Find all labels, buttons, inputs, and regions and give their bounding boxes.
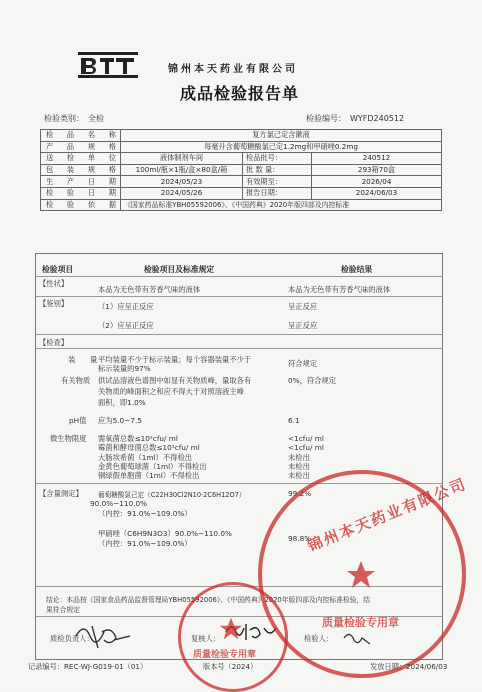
issue-date: 发放日期：2024/06/03 <box>370 662 448 671</box>
table-row <box>41 176 442 188</box>
assay-1-result: 99.2% <box>288 489 312 498</box>
fill-volume-item: 装 量 <box>68 355 98 364</box>
table-row <box>41 130 442 142</box>
info-label: 检品名称 <box>41 130 121 142</box>
ph-item: pH值 <box>69 416 87 425</box>
report-number-value: WYFD240512 <box>350 114 405 123</box>
assay-2-internal: （内控：91.0%~109.0%） <box>98 539 192 548</box>
qc-seal-text: 质量检验专用章 <box>193 650 257 660</box>
star-icon <box>219 617 243 641</box>
identification-1-result: 呈正反应 <box>288 302 318 311</box>
report-number <box>306 113 404 124</box>
character-result: 本品为无色带有芳香气味的液体 <box>288 285 391 294</box>
info-label: 批 数 量： <box>243 164 312 176</box>
microbial-standard-2: 霉菌和酵母菌总数≤10¹cfu/ ml <box>98 443 200 452</box>
microbial-result-5: 未检出 <box>288 471 310 480</box>
inspection-category <box>44 113 104 124</box>
assay-2-standard: 甲硝唑（C6H9N3O3）90.0%~110.0% <box>98 529 232 538</box>
info-value: 液体制剂车间 <box>121 153 243 165</box>
info-value: 每毫升含葡萄糖酸氯己定1.2mg和甲硝唑0.2mg <box>121 141 442 153</box>
record-number: 记录编号：REC-WJ-G019-01（01） <box>28 662 148 671</box>
results-header-item: 检验项目 <box>42 265 74 274</box>
version-number: 版本号（2024） <box>203 662 258 671</box>
qc-seal-stamp <box>178 582 288 692</box>
seal-qc-text: 质量检验专用章 <box>322 616 399 629</box>
info-label: 产品规格 <box>41 141 121 153</box>
info-value: 293箱70盒 <box>312 164 442 176</box>
info-value: 《国家药品标准YBH05592006》、《中国药典》2020年版四部及内控标准 <box>121 199 442 211</box>
related-substances-standard-2: 关物质的峰面积之和应不得大于对照溶液主峰 <box>98 387 244 396</box>
info-label: 检品批号： <box>243 153 312 165</box>
microbial-standard-1: 需氧菌总数≤10²cfu/ ml <box>98 434 178 443</box>
results-header-standard: 检验项目及标准规定 <box>144 265 215 274</box>
microbial-result-3: 未检出 <box>288 453 310 462</box>
table-row <box>41 141 442 153</box>
section-label-assay: 【含量测定】 <box>39 489 83 498</box>
character-standard: 本品为无色带有芳香气味的液体 <box>98 285 201 294</box>
company-logo <box>78 52 138 78</box>
related-substances-standard-3: 面积，即1.0% <box>98 398 146 407</box>
table-row <box>41 153 442 165</box>
info-value: 2024/06/03 <box>312 187 442 199</box>
microbial-result-4: 未检出 <box>288 462 310 471</box>
microbial-limit-item: 微生物限度 <box>50 434 87 443</box>
report-number-label: 检验编号： <box>306 114 346 123</box>
assay-2-result: 98.8% <box>288 534 312 543</box>
microbial-result-2: <1cfu/ ml <box>288 443 324 452</box>
seal-company-name: 锦州本天药业有限公司 <box>305 474 470 556</box>
product-info-table <box>40 129 442 211</box>
divider <box>36 276 442 277</box>
table-row <box>41 199 442 211</box>
info-value: 100ml/瓶×1瓶/盒×80盒/箱 <box>121 164 243 176</box>
ph-result: 6.1 <box>288 416 300 425</box>
related-substances-standard-1: 供试品溶液色谱图中如显有关物质峰，量取各有 <box>98 376 252 385</box>
fill-volume-result: 符合规定 <box>288 359 318 368</box>
inspection-category-value: 全检 <box>88 114 104 123</box>
inspector-label: 检验人： <box>304 634 334 643</box>
info-label: 有效期至： <box>243 176 312 188</box>
info-value: 复方氯己定含漱液 <box>121 130 442 142</box>
table-row <box>41 187 442 199</box>
info-value: 2026/04 <box>312 176 442 188</box>
info-label: 包装规格 <box>41 164 121 176</box>
divider <box>36 334 442 335</box>
info-label: 检验日期 <box>41 187 121 199</box>
assay-1-range: 90.0%~110.0% <box>90 499 148 508</box>
reviewer-label: 复核人： <box>191 634 221 643</box>
related-substances-item: 有关物质 <box>61 376 91 385</box>
star-icon <box>346 560 376 590</box>
info-label: 送检单位 <box>41 153 121 165</box>
microbial-standard-3: 大肠埃希菌（1ml）不得检出 <box>98 453 193 462</box>
identification-2-standard: （2）应呈正反应 <box>98 321 154 330</box>
conclusion-line-2: 果符合规定 <box>46 606 80 614</box>
ph-standard: 应为5.0~7.5 <box>98 416 142 425</box>
table-row <box>41 164 442 176</box>
identification-2-result: 呈正反应 <box>288 321 318 330</box>
fill-volume-standard-1: 平均装量不少于标示装量；每个容器装量不少于 <box>98 355 252 364</box>
section-label-character: 【性状】 <box>39 279 69 288</box>
microbial-standard-5: 铜绿假单胞菌（1ml）不得检出 <box>98 471 200 480</box>
identification-1-standard: （1）应呈正反应 <box>98 302 154 311</box>
section-label-identification: 【鉴别】 <box>39 299 69 308</box>
related-substances-result: 0%，符合规定 <box>288 376 337 385</box>
info-value: 2024/05/23 <box>121 176 243 188</box>
info-label: 检验依据 <box>41 199 121 211</box>
divider <box>36 296 442 297</box>
info-value: 240512 <box>312 153 442 165</box>
assay-1-standard: 葡萄糖酸氯己定（C22H30Cl2N10·2C6H12O7） <box>98 491 246 499</box>
section-label-check: 【检查】 <box>39 338 69 347</box>
qa-head-label: 质检负责人： <box>50 634 94 643</box>
qa-head-signature <box>72 618 142 652</box>
info-label: 生产日期 <box>41 176 121 188</box>
document-title: 成品检验报告单 <box>180 84 300 103</box>
microbial-standard-4: 金黄色葡萄球菌（1ml）不得检出 <box>98 462 207 471</box>
info-value: 2024/05/26 <box>121 187 243 199</box>
conclusion-line-1: 结论：本品按《国家食品药品监督管理局YBH05592006》、《中国药典》2020年版四部及内控标准检验，结 <box>46 596 371 604</box>
info-label: 报告日期： <box>243 187 312 199</box>
microbial-result-1: <1cfu/ ml <box>288 434 324 443</box>
inspection-category-label: 检验类别： <box>44 114 84 123</box>
assay-1-internal: （内控：91.0%~109.0%） <box>98 509 192 518</box>
company-name: 锦州本天药业有限公司 <box>168 64 298 75</box>
divider <box>36 348 442 349</box>
results-header-result: 检验结果 <box>341 265 373 274</box>
company-seal-stamp <box>258 470 470 678</box>
fill-volume-standard-2: 标示装量的97% <box>98 364 151 373</box>
